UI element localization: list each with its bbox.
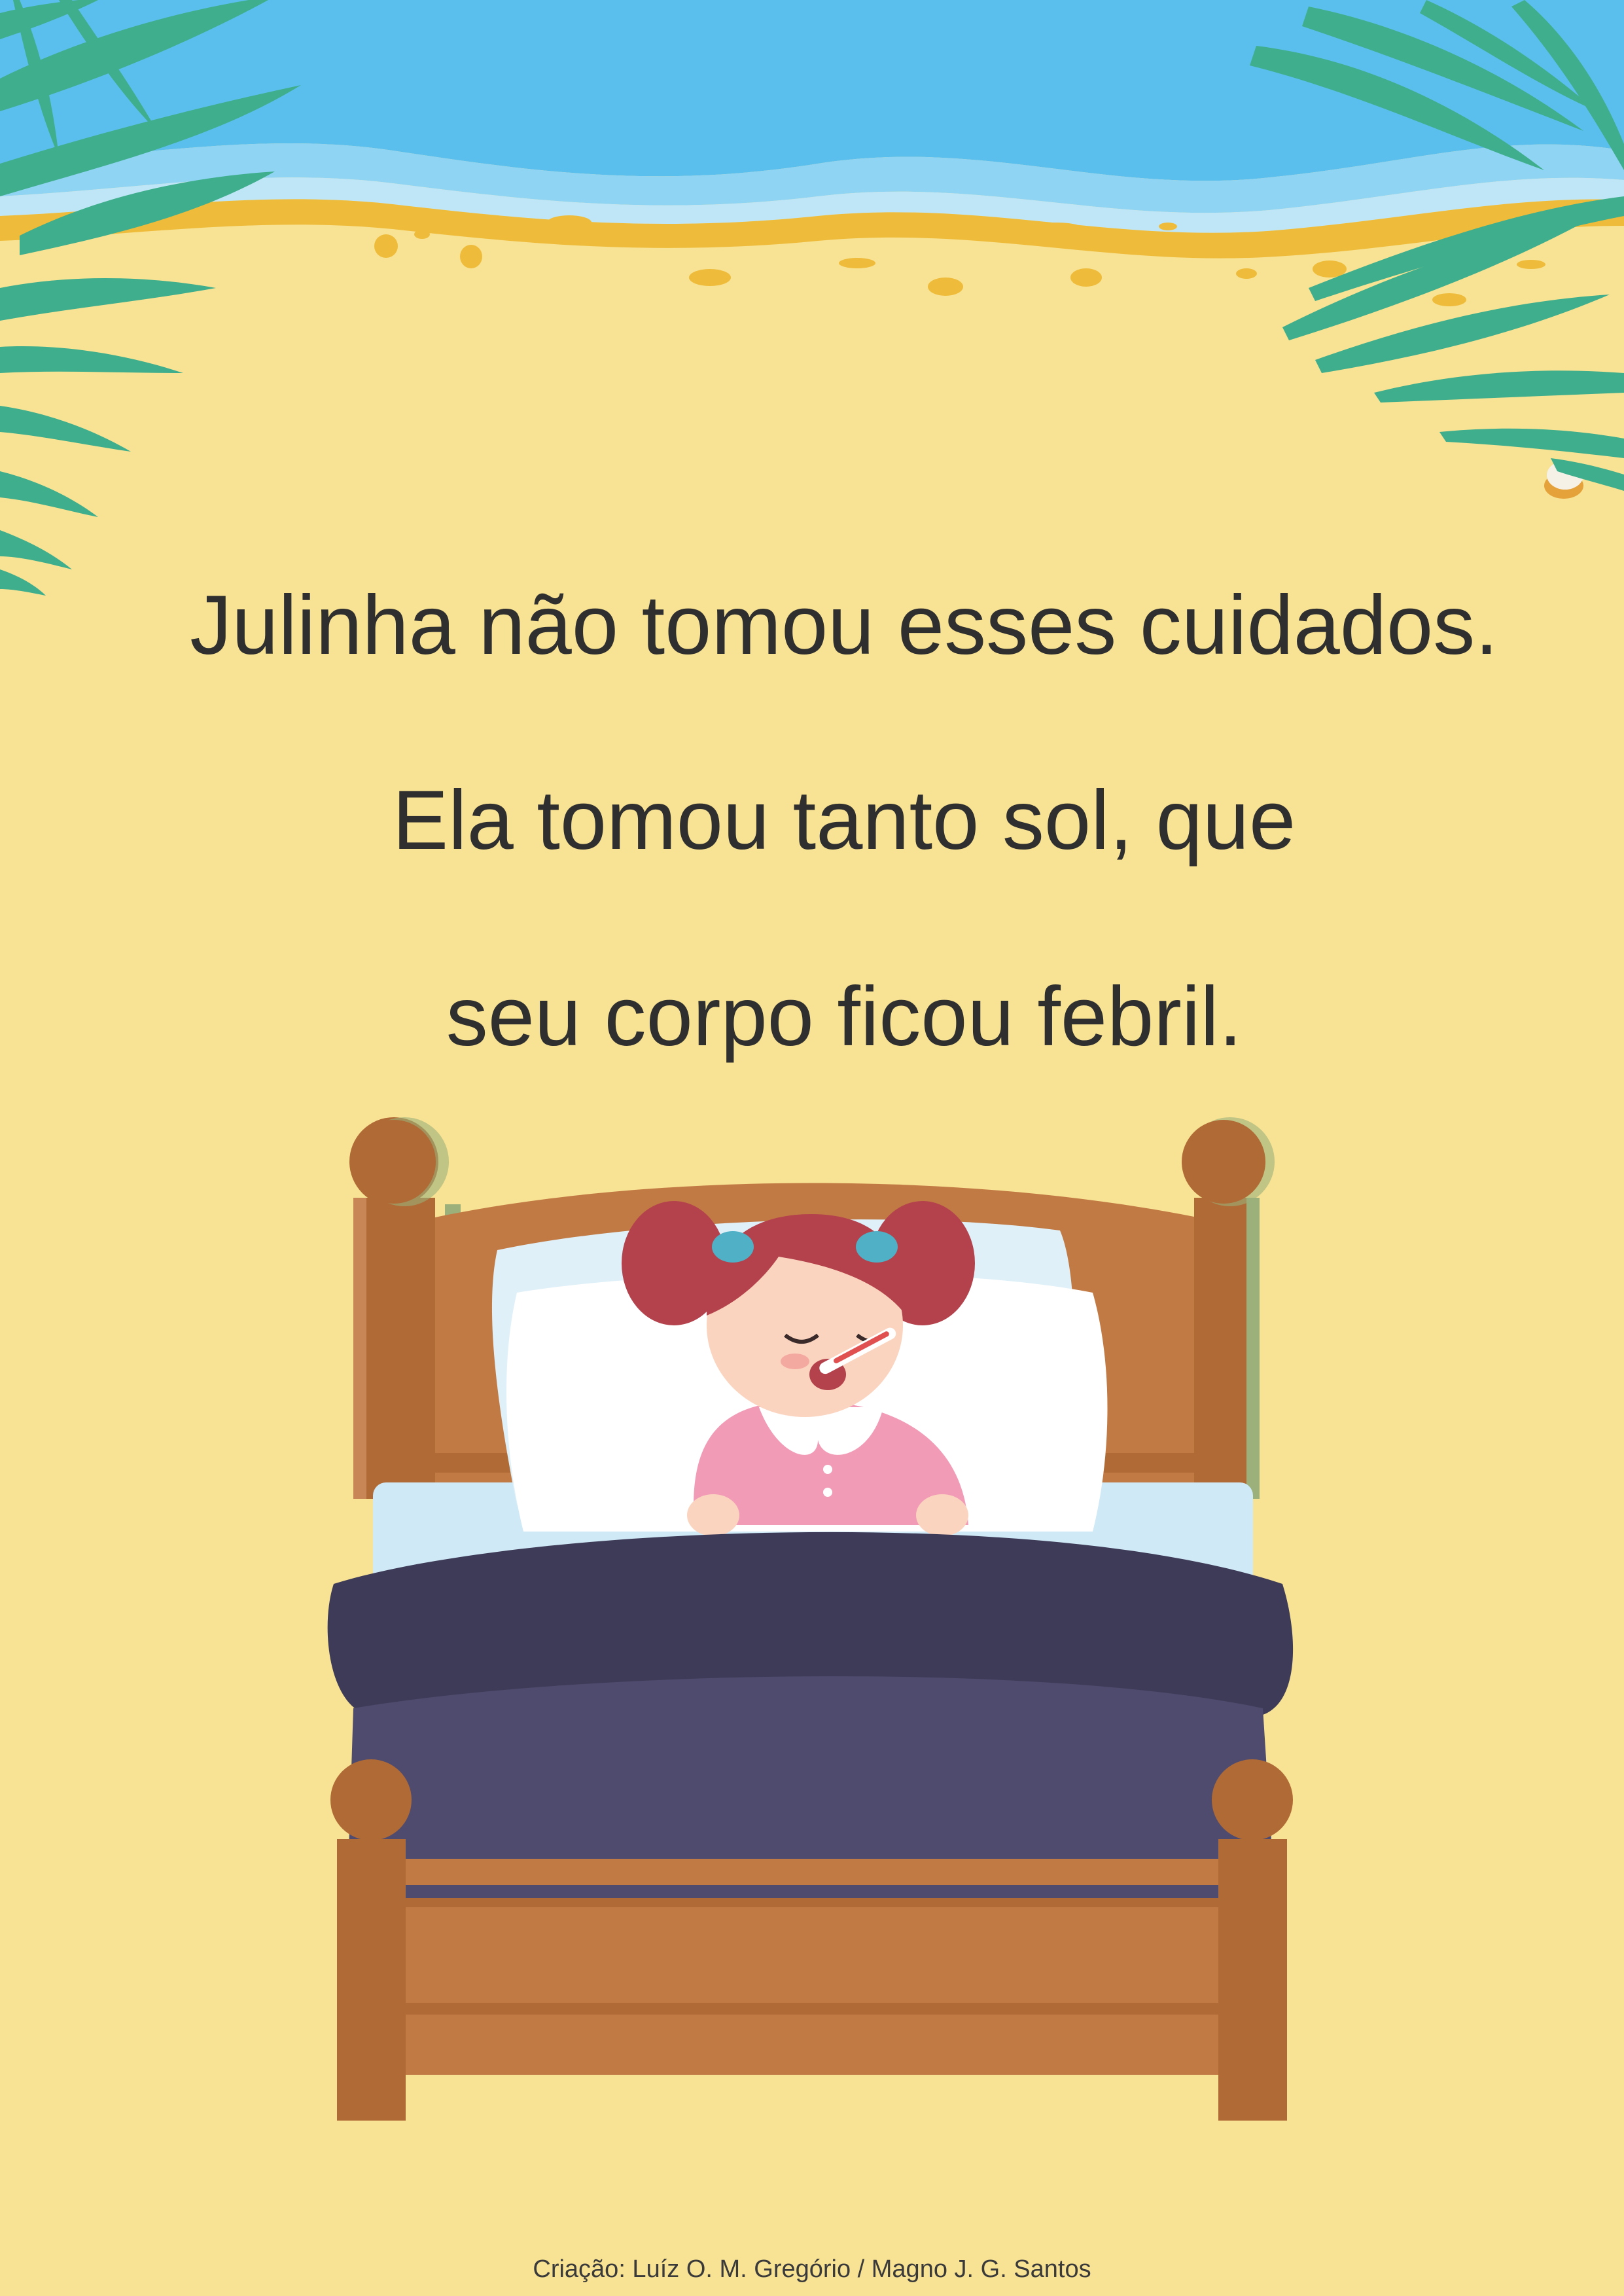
credit-line: Criação: Luíz O. M. Gregório / Magno J. G. Santos [533, 2255, 1091, 2283]
story-line-1: Julinha não tomou esses cuidados. [190, 579, 1498, 672]
story-line-2: Ela tomou tanto sol, que [392, 774, 1296, 867]
story-line-3: seu corpo ficou febril. [446, 970, 1243, 1064]
bed [328, 1117, 1293, 2121]
